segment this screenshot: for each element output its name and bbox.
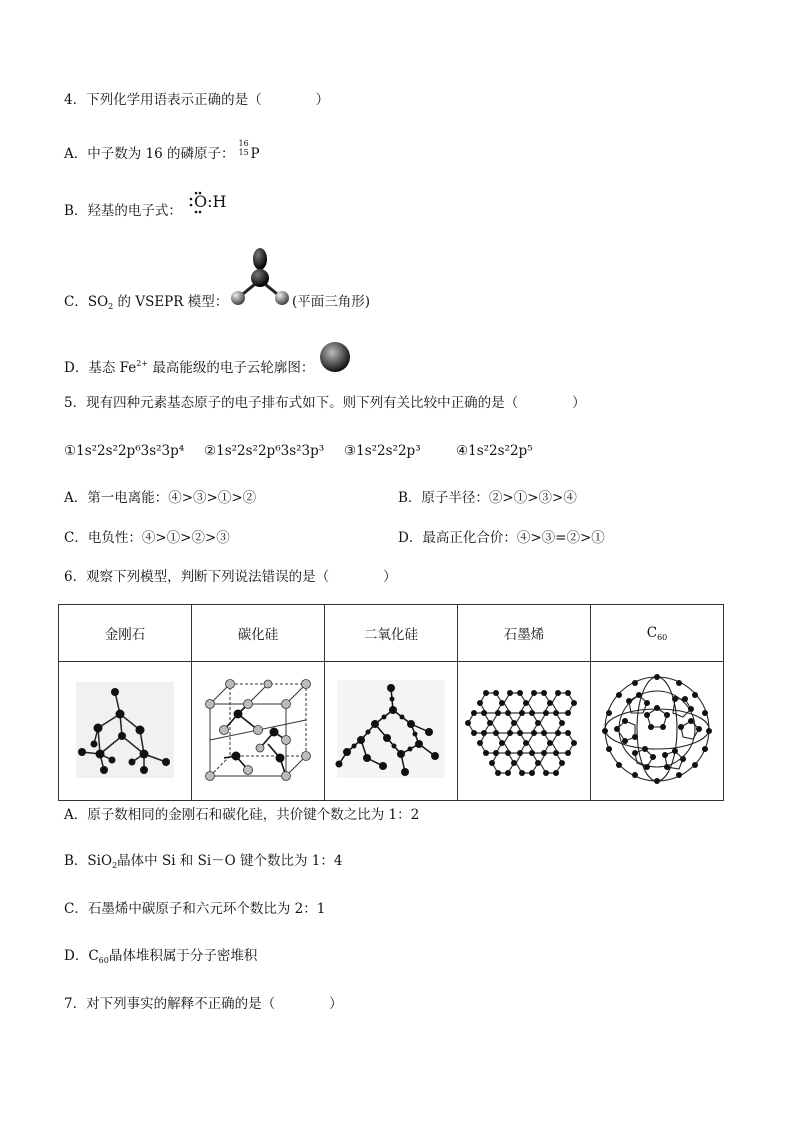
silicon-dioxide-structure-icon bbox=[331, 674, 451, 784]
q4-option-c-shape: (平面三角形) bbox=[292, 294, 371, 310]
spherical-orbital-icon bbox=[318, 340, 352, 374]
q4-option-b bbox=[64, 201, 182, 221]
silicon-carbide-structure-icon bbox=[198, 674, 318, 784]
q5-config-3: ③1s²2s²2p³ bbox=[344, 443, 421, 459]
q4-option-b-text: B．羟基的电子式： bbox=[64, 203, 182, 219]
q4-option-c-text: C．SO bbox=[64, 294, 109, 310]
c60-fullerene-icon bbox=[595, 669, 719, 789]
diamond-model-cell bbox=[59, 662, 192, 801]
q5-option-a: A．第一电离能：④>③>①>② bbox=[64, 490, 257, 506]
silicon-carbide-model-cell bbox=[192, 662, 325, 801]
header-graphene: 石墨烯 bbox=[458, 605, 591, 662]
header-diamond: 金刚石 bbox=[59, 605, 192, 662]
q6-option-c: C．石墨烯中碳原子和六元环个数比为 2：1 bbox=[64, 901, 326, 917]
header-silicon-dioxide: 二氧化硅 bbox=[325, 605, 458, 662]
hydroxyl-electron-formula bbox=[188, 190, 228, 216]
q4-option-a-text: A．中子数为 16 的磷原子： bbox=[64, 146, 235, 162]
electron-cloud-figure bbox=[318, 340, 352, 374]
header-c60: $C_{60}$ bbox=[591, 605, 724, 662]
silicon-dioxide-model-cell bbox=[325, 662, 458, 801]
q6-option-b: B．SiO$_2$晶体中 Si 和 Si－O 键个数比为 1：4 bbox=[64, 853, 343, 870]
q5-option-d: D．最高正化合价：④>③=②>① bbox=[398, 530, 605, 546]
q4-option-d-text: D．基态 Fe bbox=[64, 360, 137, 376]
q4-option-a bbox=[64, 140, 260, 164]
crystal-models-table bbox=[58, 604, 724, 801]
graphene-model-cell bbox=[458, 662, 591, 801]
c60-model-cell bbox=[591, 662, 724, 801]
vsepr-model-figure bbox=[228, 246, 292, 312]
q4-stem: 4．下列化学用语表示正确的是（ ） bbox=[64, 92, 330, 108]
q5-option-b: B．原子半径：②>①>③>④ bbox=[398, 490, 577, 506]
q6-option-d: D．$C_{60}$晶体堆积属于分子密堆积 bbox=[64, 948, 258, 965]
header-silicon-carbide: 碳化硅 bbox=[192, 605, 325, 662]
q5-config-2: ②1s²2s²2p⁶3s²3p³ bbox=[204, 443, 325, 459]
q6-stem: 6．观察下列模型，判断下列说法错误的是（ ） bbox=[64, 569, 397, 585]
q5-option-c: C．电负性：④>①>②>③ bbox=[64, 530, 230, 546]
q7-stem: 7．对下列事实的解释不正确的是（ ） bbox=[64, 996, 343, 1012]
isotope-notation: 16 15 bbox=[238, 139, 249, 157]
q4-option-d: D．基态 $Fe^{2+}$ 最高能级的电子云轮廓图： bbox=[64, 359, 315, 376]
q6-option-a: A．原子数相同的金刚石和碳化硅，共价键个数之比为 1：2 bbox=[64, 807, 420, 823]
hydroxyl-formula-text: O:H bbox=[194, 192, 227, 211]
q5-config-1: ①1s²2s²2p⁶3s²3p⁴ bbox=[64, 443, 185, 459]
q5-config-4: ④1s²2s²2p⁵ bbox=[456, 443, 533, 459]
vsepr-model-icon bbox=[228, 246, 292, 312]
phosphorus-symbol: P bbox=[250, 146, 260, 162]
diamond-structure-icon bbox=[70, 674, 180, 784]
graphene-structure-icon bbox=[462, 679, 586, 779]
q5-stem: 5．现有四种元素基态原子的电子排布式如下。则下列有关比较中正确的是（ ） bbox=[64, 395, 586, 411]
q4-option-c: C．$SO_2$ 的 VSEPR 模型： bbox=[64, 294, 229, 311]
